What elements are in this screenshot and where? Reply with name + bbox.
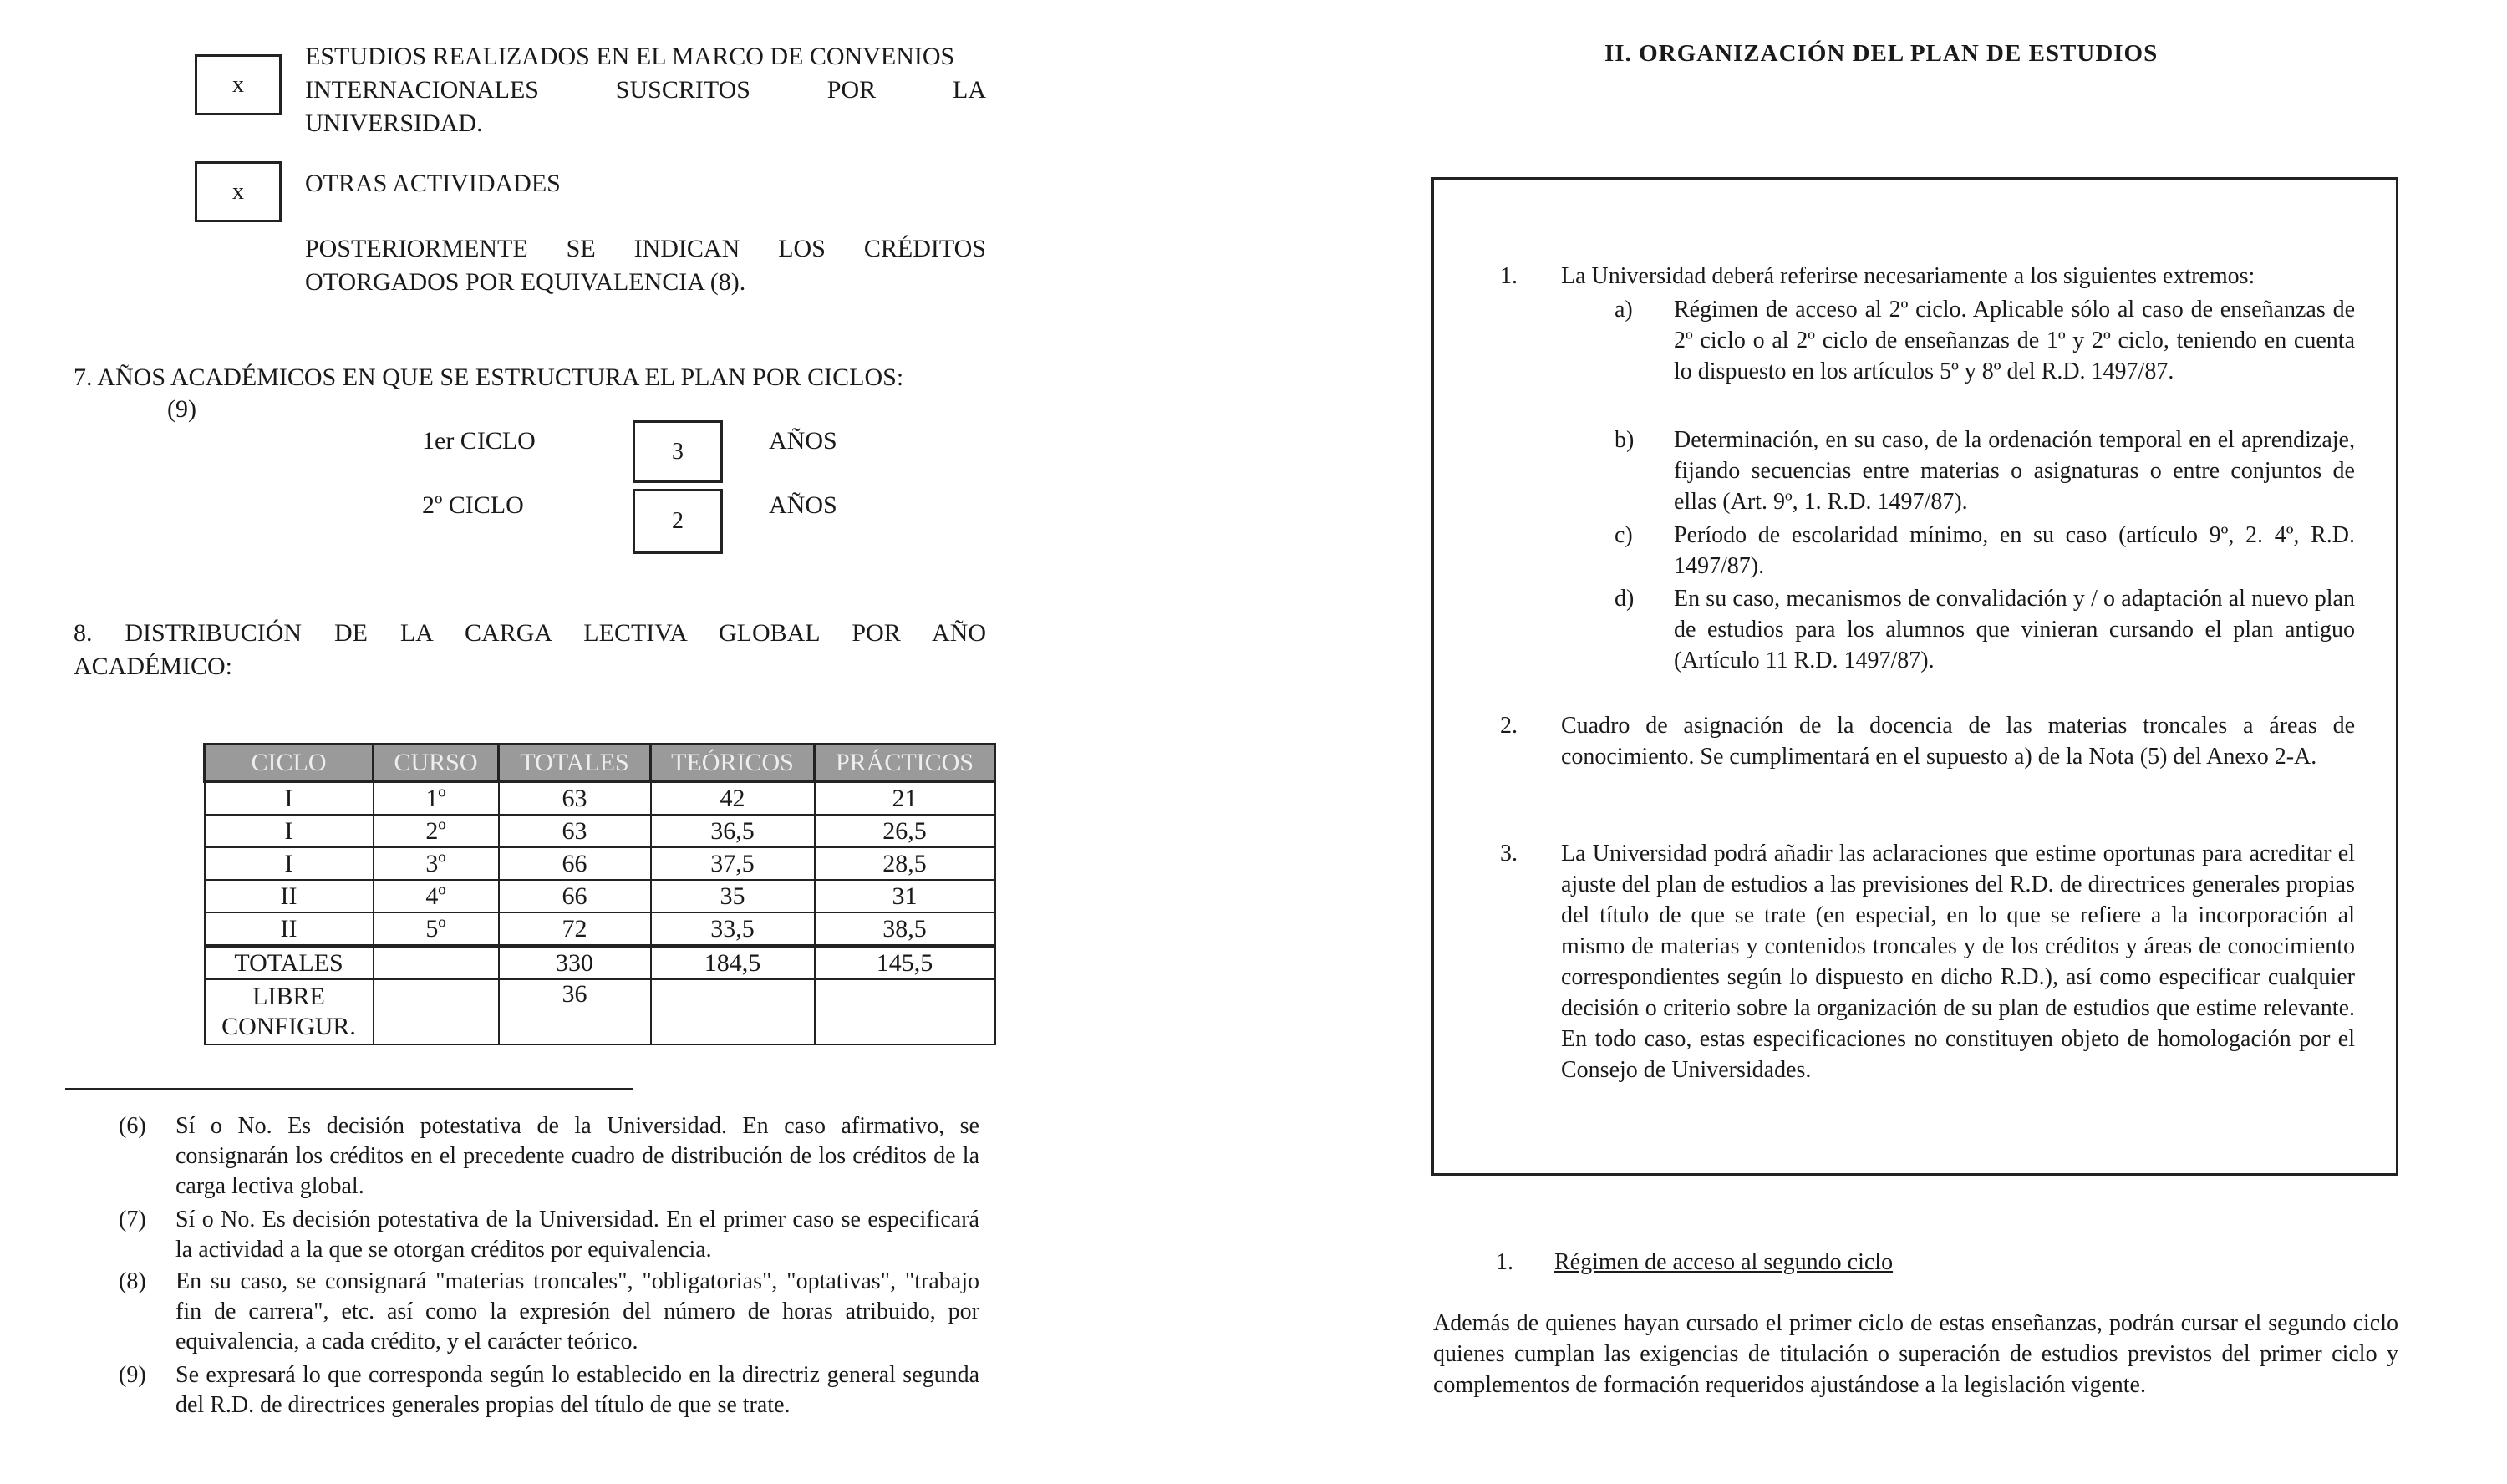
cell-practicos: 26,5 (815, 815, 995, 847)
box-p1-text: La Universidad deberá referirse necesariamente a los siguientes extremos: (1561, 263, 2255, 289)
box-p2-text: Cuadro de asignación de la docencia de las materias troncales a áreas de conocimiento. Se cumplimentará en el supuesto a) de la Nota (5) del Anexo 2-A. (1561, 713, 2355, 770)
cell-practicos: 31 (815, 880, 995, 912)
box-p3-text: La Universidad podrá añadir las aclaraciones que estime oportunas para acreditar el ajuste del plan de estudios a las previsiones del R.D. de directrices generales propias del título de que se trate (en especial, en lo que se refiere a la incorporación al mismo de materias y contenidos troncales y de los créditos y áreas de conocimiento correspondientes según lo dispuesto en dicho R.D.), así como especificar cualquier decisión o criterio sobre la organización de su plan de estudios que estime relevante. En todo caso, estas especificaciones no constituyen objeto de homologación por el Consejo de Universidades. (1561, 841, 2355, 1083)
cell-totales: 63 (499, 782, 651, 816)
footnote-7: (7) Sí o No. Es decisión potestativa de la Universidad. En el primer caso se especificará la actividad a la que se otorgan créditos por equivalencia. (119, 1207, 979, 1263)
section1-title: Régimen de acceso al segundo ciclo (1554, 1249, 1894, 1275)
distribution-table (203, 743, 996, 1045)
ciclo2-unit: AÑOS (769, 491, 837, 519)
libre-row (205, 979, 995, 1044)
ciclo2-years-box: 2 (633, 489, 723, 554)
table-row (205, 880, 995, 912)
box-p1-num: 1. (1500, 263, 1518, 289)
totals-row (205, 946, 995, 979)
subitem-a-text: Régimen de acceso al 2º ciclo. Aplicable sólo al caso de enseñanzas de 2º ciclo o al 2º ciclo de enseñanzas de 1º y 2º ciclo, teniendo en cuenta lo dispuesto en los artículos 5º y 8º del R.D. 1497/87. (1674, 297, 2355, 384)
table-row (205, 847, 995, 880)
cell-practicos: 28,5 (815, 847, 995, 880)
cell-curso: 1º (374, 782, 499, 816)
cell-practicos: 21 (815, 782, 995, 816)
libre-curso-empty (374, 979, 499, 1044)
cell-ciclo: I (205, 847, 374, 880)
libre-totales: 36 (499, 979, 651, 1044)
otras-actividades-label: OTRAS ACTIVIDADES (305, 170, 561, 197)
checkbox-otras-actividades[interactable]: x (195, 161, 282, 222)
subitem-a-label: a) (1615, 297, 1633, 323)
cell-totales: 66 (499, 880, 651, 912)
footnote-8: (8) En su caso, se consignará "materias troncales", "obligatorias", "optativas", "trabajo fin de carrera", etc. así como la expresión del número de horas atribuido, por equivalencia, a cada crédito, y el carácter teórico. (119, 1268, 979, 1354)
cell-practicos: 38,5 (815, 912, 995, 946)
cell-teoricos: 36,5 (651, 815, 815, 847)
footnote-rule (65, 1088, 633, 1090)
cell-curso: 3º (374, 847, 499, 880)
table-row (205, 782, 995, 816)
libre-label: LIBRE CONFIGUR. (205, 979, 374, 1044)
subitem-d-label: d) (1615, 586, 1635, 612)
ciclo1-label: 1er CICLO (422, 427, 536, 455)
convenios-text: ESTUDIOS REALIZADOS EN EL MARCO DE CONVENIOS INTERNACIONALES SUSCRITOS POR LA UNIVERSIDAD. (305, 43, 986, 137)
header-totales: TOTALES (499, 745, 651, 782)
table-row (205, 912, 995, 946)
table-header-row (205, 745, 995, 782)
cell-teoricos: 35 (651, 880, 815, 912)
section-heading: II. ORGANIZACIÓN DEL PLAN DE ESTUDIOS (1604, 40, 2159, 67)
section8-title: 8. DISTRIBUCIÓN DE LA CARGA LECTIVA GLOBAL POR AÑO ACADÉMICO: (74, 619, 986, 680)
cell-curso: 2º (374, 815, 499, 847)
table-row (205, 815, 995, 847)
cell-ciclo: I (205, 782, 374, 816)
section7-title: 7. AÑOS ACADÉMICOS EN QUE SE ESTRUCTURA EL PLAN POR CICLOS: (74, 363, 904, 391)
cell-teoricos: 33,5 (651, 912, 815, 946)
ciclo2-label: 2º CICLO (422, 491, 524, 519)
box-p2-num: 2. (1500, 713, 1518, 739)
subitem-c-label: c) (1615, 522, 1633, 548)
totals-totales: 330 (499, 946, 651, 979)
footnote-6: (6) Sí o No. Es decisión potestativa de la Universidad. En caso afirmativo, se consignarán los créditos en el precedente cuadro de distribución de los créditos de la carga lectiva global. (119, 1113, 979, 1199)
totals-practicos: 145,5 (815, 946, 995, 979)
header-practicos: PRÁCTICOS (815, 745, 995, 782)
cell-curso: 5º (374, 912, 499, 946)
cell-ciclo: II (205, 912, 374, 946)
subitem-b-label: b) (1615, 427, 1635, 453)
posteriormente-text: POSTERIORMENTE SE INDICAN LOS CRÉDITOS OTORGADOS POR EQUIVALENCIA (8). (305, 235, 986, 296)
cell-teoricos: 37,5 (651, 847, 815, 880)
ciclo1-years-box: 3 (633, 420, 723, 483)
totals-teoricos: 184,5 (651, 946, 815, 979)
ciclo1-unit: AÑOS (769, 427, 837, 455)
header-ciclo: CICLO (205, 745, 374, 782)
cell-curso: 4º (374, 880, 499, 912)
cell-ciclo: II (205, 880, 374, 912)
totals-label: TOTALES (205, 946, 374, 979)
checkbox-convenios[interactable]: x (195, 54, 282, 115)
section7-note: (9) (167, 395, 196, 423)
box-p3-num: 3. (1500, 841, 1518, 867)
cell-ciclo: I (205, 815, 374, 847)
cell-totales: 66 (499, 847, 651, 880)
cell-totales: 72 (499, 912, 651, 946)
libre-practicos-empty (815, 979, 995, 1044)
footnote-9: (9) Se expresará lo que corresponda según lo establecido en la directriz general segunda del R.D. de directrices generales propias del título de que se trate. (119, 1362, 979, 1418)
subitem-c-text: Período de escolaridad mínimo, en su caso (artículo 9º, 2. 4º, R.D. 1497/87). (1674, 522, 2355, 579)
subitem-b-text: Determinación, en su caso, de la ordenación temporal en el aprendizaje, fijando secuencias entre materias o asignaturas o entre conjuntos de ellas (Art. 9º, 1. R.D. 1497/87). (1674, 427, 2355, 515)
header-curso: CURSO (374, 745, 499, 782)
libre-teoricos-empty (651, 979, 815, 1044)
header-teoricos: TEÓRICOS (651, 745, 815, 782)
cell-teoricos: 42 (651, 782, 815, 816)
cell-totales: 63 (499, 815, 651, 847)
subitem-d-text: En su caso, mecanismos de convalidación y / o adaptación al nuevo plan de estudios para los alumnos que vinieran cursando el plan antiguo (Artículo 11 R.D. 1497/87). (1674, 586, 2355, 673)
section1-num: 1. (1496, 1249, 1513, 1275)
totals-curso-empty (374, 946, 499, 979)
section1-text: Además de quienes hayan cursado el primer ciclo de estas enseñanzas, podrán cursar el segundo ciclo quienes cumplan las exigencias de titulación o superación de estudios previstos del primer ciclo y complementos de formación requeridos ajustándose a la legislación vigente. (1433, 1310, 2398, 1398)
